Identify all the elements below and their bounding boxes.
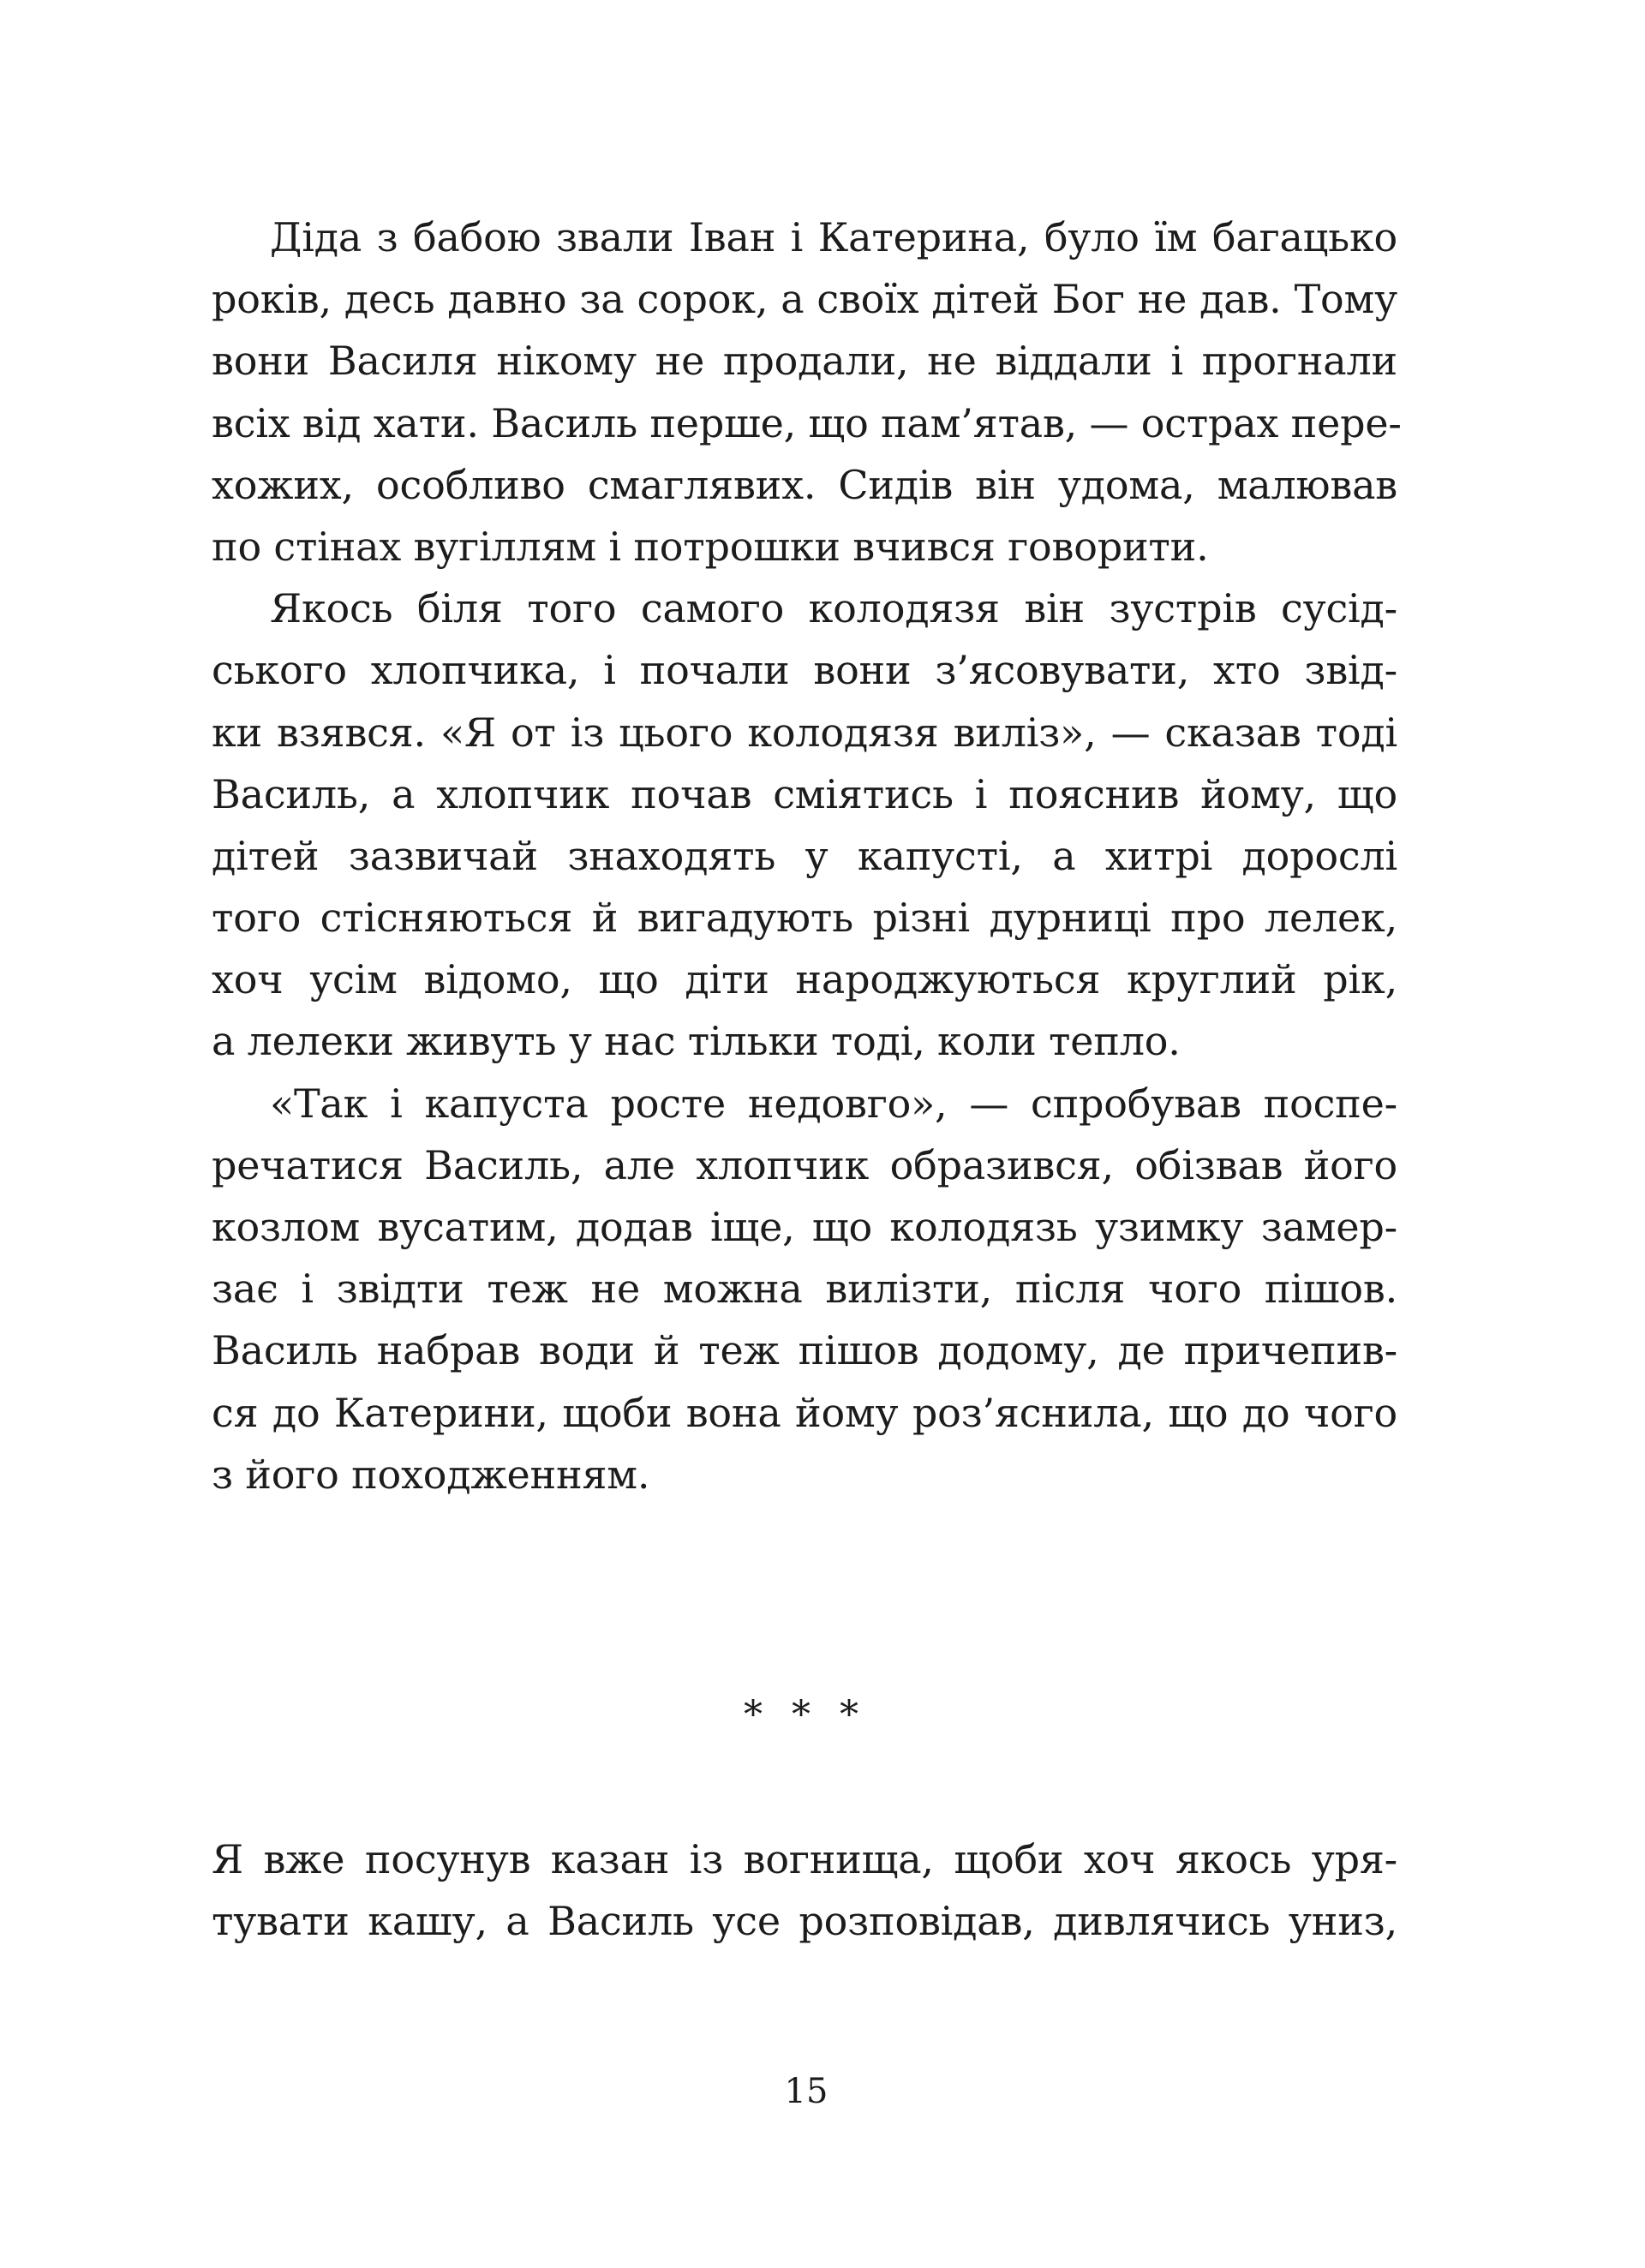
- paragraph-line: вони Василя нікому не продали, не віддали і прогнали: [212, 338, 1397, 385]
- paragraph-3: [212, 1073, 1397, 1505]
- text-block-after-break: [212, 1828, 1397, 1952]
- paragraph-line: тувати кашу, а Василь усе розповідав, дивлячись униз,: [212, 1898, 1397, 1945]
- paragraph-line: Я вже посунув казан із вогнища, щоби хоч якось уря-: [212, 1836, 1397, 1882]
- paragraph-line: ся до Катерини, щоби вона йому роз’яснила, що до чого: [212, 1389, 1397, 1436]
- paragraph-line: всіх від хати. Василь перше, що пам’ятав, — острах пере-: [212, 399, 1402, 446]
- paragraph-line: зає і звідти теж не можна вилізти, після чого пішов.: [212, 1266, 1397, 1313]
- paragraph-line: з його походженням.: [212, 1451, 650, 1498]
- paragraph-line: а лелеки живуть у нас тільки тоді, коли тепло.: [212, 1018, 1181, 1065]
- paragraph-line: Василь, а хлопчик почав сміятись і пояснив йому, що: [212, 770, 1397, 817]
- paragraph-line: того стісняються й вигадують різні дурниці про лелек,: [212, 895, 1397, 942]
- paragraph-line: хоч усім відомо, що діти народжуються круглий рік,: [212, 956, 1397, 1003]
- paragraph-line: козлом вусатим, додав іще, що колодязь узимку замер-: [212, 1204, 1397, 1250]
- paragraph-line: Василь набрав води й теж пішов додому, де причепив-: [212, 1327, 1397, 1374]
- paragraph-line: Діда з бабою звали Іван і Катерина, було їм багацько: [270, 214, 1397, 260]
- paragraph-line: речатися Василь, але хлопчик образився, обізвав його: [212, 1141, 1397, 1188]
- paragraph-line: років, десь давно за сорок, а своїх дітей Бог не дав. Тому: [212, 276, 1397, 323]
- section-break-asterisks: * * *: [744, 1693, 867, 1737]
- paragraph-line: по стінах вугіллям і потрошки вчився говорити.: [212, 523, 1209, 570]
- paragraph-line: «Так і капуста росте недовго», — спробував поспе-: [270, 1080, 1397, 1127]
- paragraph-line: ського хлопчика, і почали вони з’ясовувати, хто звід-: [212, 647, 1397, 694]
- paragraph-1: [212, 206, 1402, 577]
- paragraph-line: дітей зазвичай знаходять у капусті, а хитрі дорослі: [212, 832, 1397, 879]
- paragraph-line: ки взявся. «Я от із цього колодязя виліз», — сказав тоді: [212, 709, 1397, 756]
- page-number: 15: [784, 2072, 828, 2111]
- paragraph-2: [212, 577, 1397, 1073]
- paragraph-line: Якось біля того самого колодязя він зустрів сусід-: [270, 585, 1397, 632]
- paragraph-line: хожих, особливо смаглявих. Сидів він удома, малював: [212, 461, 1397, 508]
- paragraph-4: [212, 1828, 1397, 1952]
- text-block-before-break: [212, 206, 1402, 1505]
